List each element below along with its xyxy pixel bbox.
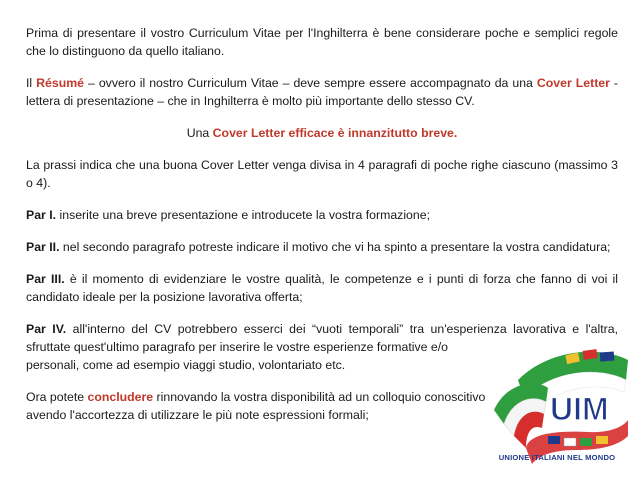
closing-bold: concludere (87, 390, 154, 404)
prassi-paragraph: La prassi indica che una buona Cover Letter venga divisa in 4 paragrafi di poche righe ciascuno (massimo 3 o 4). (26, 158, 618, 190)
par-2 (26, 238, 618, 256)
headline-pre: Una (186, 126, 213, 140)
par-4-text-line1: all'interno del CV potrebbero esserci dei “vuoti temporali” tra un'esperienza lavorativa e l'altra, (66, 322, 618, 336)
closing-paragraph (26, 388, 496, 424)
logo-text: UIM (550, 391, 609, 427)
flag-7 (596, 436, 608, 444)
par-1-text: inserite una breve presentazione e introducete la vostra formazione; (56, 208, 430, 222)
par-3-text: è il momento di evidenziare le vostre qualità, le competenze e i punti di forza che fanno di voi il candidato ideale per la posizione lavorativa offerta; (26, 272, 618, 304)
resume-pre: Il (26, 76, 37, 90)
par-1 (26, 206, 618, 224)
closing-post: rinnovando la vostra disponibilità ad un colloquio conoscitivo avendo l'accortezza di utilizzare le più note espressioni formali; (26, 390, 486, 422)
par-4-label: Par IV. (26, 322, 67, 336)
intro-paragraph: Prima di presentare il vostro Curriculum Vitae per l'Inghilterra è bene considerare poche e semplici regole che lo distinguono da quello italiano. (26, 26, 618, 58)
par-2-label: Par II. (26, 240, 60, 254)
headline-accent: Cover Letter efficace è innanzitutto breve. (212, 126, 458, 140)
headline (26, 124, 618, 142)
par-1-label: Par I. (26, 208, 57, 222)
par-2-text: nel secondo paragrafo potreste indicare il motivo che vi ha spinto a presentare la vostra candidatura; (59, 240, 611, 254)
uim-logo (488, 340, 634, 470)
par-4-text-rest: sfruttate quest'ultimo paragrafo per inserire le vostre esperienze formative e/o personali, come ad esempio viaggi studio, volontariato etc. (26, 340, 449, 372)
cover-letter-term: Cover Letter (536, 76, 610, 90)
resume-post: - lettera di presentazione – che in Inghilterra è molto più importante dello stesso CV. (26, 76, 619, 108)
resume-mid: – ovvero il nostro Curriculum Vitae – deve sempre essere accompagnato da una (84, 76, 537, 90)
closing-pre: Ora potete (26, 390, 88, 404)
flag-4 (548, 436, 560, 444)
flag-2 (600, 352, 615, 362)
par-3 (26, 270, 618, 306)
par-4-line1 (26, 320, 618, 338)
par-3-label: Par III. (26, 272, 65, 286)
resume-word: Résumé (36, 76, 84, 90)
resume-paragraph (26, 74, 618, 110)
flag-5 (564, 438, 576, 446)
logo-caption: UNIONE ITALIANI NEL MONDO (498, 453, 616, 462)
flag-6 (580, 438, 592, 446)
